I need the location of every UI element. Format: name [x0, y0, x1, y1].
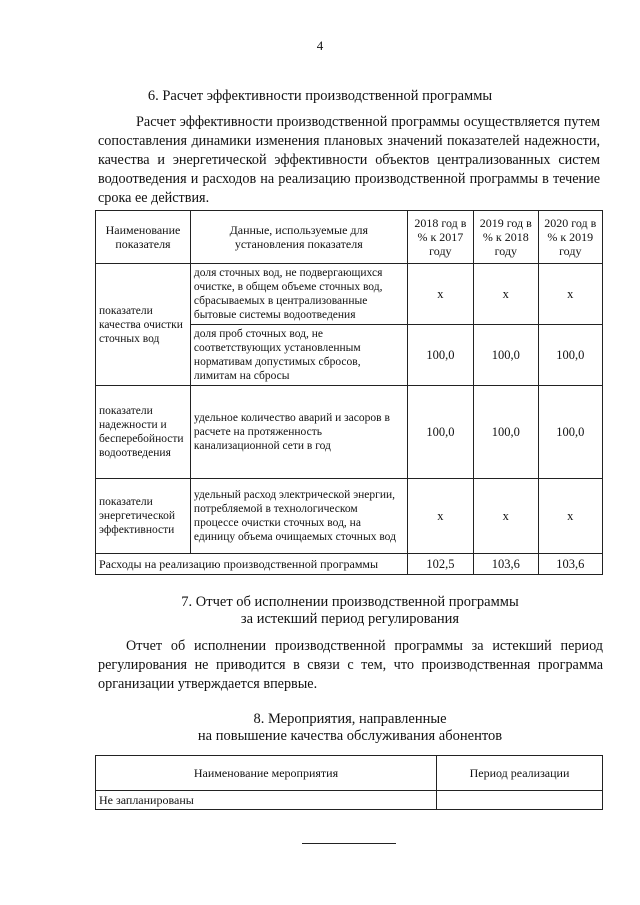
- measures-table: [95, 755, 603, 810]
- indicator-description: доля проб сточных вод, не соответствующих установленным нормативам допустимых сбросов, лимитам на сбросы: [190, 325, 407, 386]
- efficiency-table: [95, 210, 603, 575]
- value-2019: 100,0: [474, 386, 538, 479]
- indicator-description: доля сточных вод, не подвергающихся очистке, в общем объеме сточных вод, сбрасываемых в централизованные бытовые системы водоотведения: [190, 264, 407, 325]
- value-2018: x: [407, 479, 473, 554]
- total-2019: 103,6: [474, 554, 538, 575]
- section-6-title: 6. Расчет эффективности производственной программы: [147, 88, 493, 104]
- header-period: Период реализации: [437, 756, 603, 791]
- total-2020: 103,6: [538, 554, 602, 575]
- table-row: [96, 386, 603, 479]
- value-2020: x: [538, 479, 602, 554]
- table-total-row: [96, 554, 603, 575]
- total-label: Расходы на реализацию производственной программы: [96, 554, 408, 575]
- section-7-title: [0, 594, 640, 628]
- indicator-description: удельный расход электрической энергии, потребляемой в технологическом процессе очистки сточных вод, на единицу объема очищаемых сточных вод: [190, 479, 407, 554]
- header-2018: 2018 год в % к 2017 году: [407, 211, 473, 264]
- header-indicator-name: Наименование показателя: [96, 211, 191, 264]
- header-2020: 2020 год в % к 2019 году: [538, 211, 602, 264]
- value-2019: x: [474, 479, 538, 554]
- header-2019: 2019 год в % к 2018 году: [474, 211, 538, 264]
- indicator-description: удельное количество аварий и засоров в расчете на протяженность канализационной сети в год: [190, 386, 407, 479]
- table-row: [96, 264, 603, 325]
- header-measure-name: Наименование мероприятия: [96, 756, 437, 791]
- table-row: [96, 791, 603, 810]
- measures-header-row: [96, 756, 603, 791]
- value-2019: 100,0: [474, 325, 538, 386]
- section-7-title-line2: за истекший период регулирования: [240, 611, 460, 627]
- table-row: [96, 479, 603, 554]
- section-6-paragraph: Расчет эффективности производственной программы осуществляется путем сопоставления динамики изменения плановых значений показателей надежности, качества и энергетической эффективности объектов централизованных систем водоотведения и расходов на реализацию производственной программы в течение срока ее действия.: [98, 114, 600, 206]
- value-2020: 100,0: [538, 325, 602, 386]
- value-2018: 100,0: [407, 325, 473, 386]
- total-2018: 102,5: [407, 554, 473, 575]
- section-8-title-line1: 8. Мероприятия, направленные: [253, 711, 447, 727]
- indicator-group-energy: показатели энергетической эффективности: [96, 479, 191, 554]
- measure-period: [437, 791, 603, 810]
- section-8-title: [0, 711, 640, 745]
- header-data-used: Данные, используемые для установления показателя: [190, 211, 407, 264]
- indicator-group-quality: показатели качества очистки сточных вод: [96, 264, 191, 386]
- page-number: 4: [316, 38, 324, 53]
- section-8-title-line2: на повышение качества обслуживания абонентов: [197, 728, 503, 744]
- value-2020: x: [538, 264, 602, 325]
- table-header-row: [96, 211, 603, 264]
- value-2018: x: [407, 264, 473, 325]
- footer-divider: [302, 843, 396, 844]
- value-2018: 100,0: [407, 386, 473, 479]
- section-7-paragraph: Отчет об исполнении производственной программы за истекший период регулирования не приводится в связи с тем, что производственная программа организации утверждается впервые.: [98, 638, 603, 692]
- indicator-group-reliability: показатели надежности и бесперебойности водоотведения: [96, 386, 191, 479]
- section-7-title-line1: 7. Отчет об исполнении производственной программы: [181, 594, 519, 610]
- measure-name: Не запланированы: [96, 791, 437, 810]
- value-2020: 100,0: [538, 386, 602, 479]
- value-2019: x: [474, 264, 538, 325]
